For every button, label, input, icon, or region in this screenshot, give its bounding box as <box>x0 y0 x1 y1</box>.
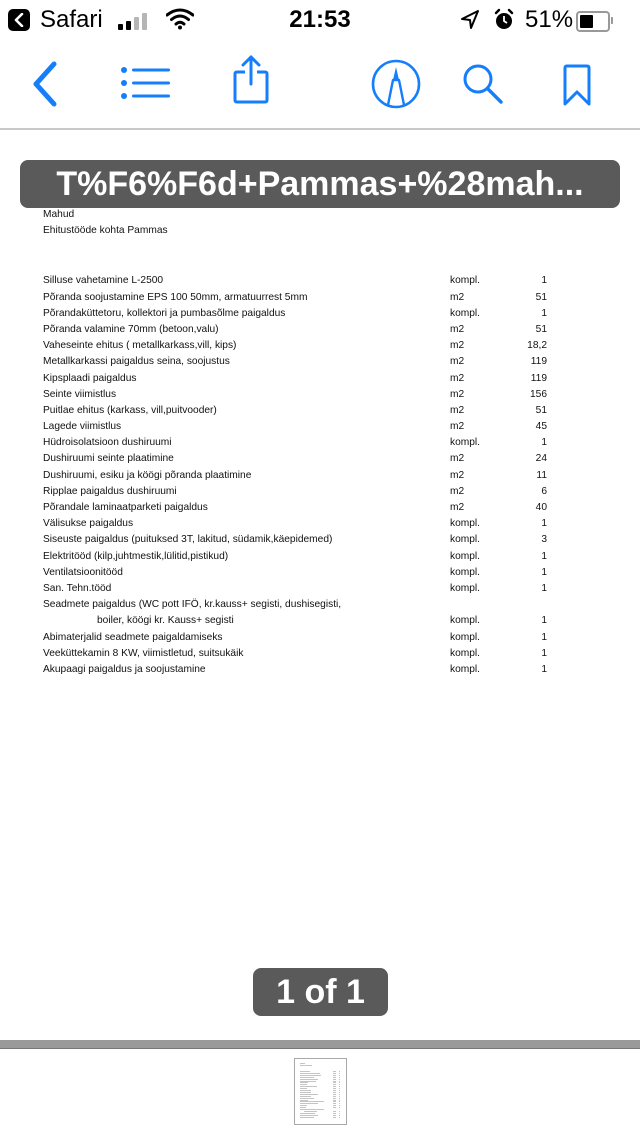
row-unit: m2 <box>450 323 465 335</box>
table-row <box>43 387 603 403</box>
table-row <box>43 435 603 451</box>
quantities-table <box>43 273 603 678</box>
row-unit: m2 <box>450 291 465 303</box>
row-unit: kompl. <box>450 615 481 627</box>
table-row <box>43 565 603 581</box>
row-unit: kompl. <box>450 518 481 530</box>
pdf-page-content <box>43 207 603 678</box>
table-row <box>43 549 603 565</box>
battery-tip <box>611 17 613 24</box>
table-row <box>43 500 603 516</box>
table-row <box>43 419 603 435</box>
row-quantity: 24 <box>535 453 547 465</box>
row-quantity: 6 <box>541 485 547 497</box>
row-description: Akupaagi paigaldus ja soojustamine <box>43 663 206 675</box>
row-description: Ripplae paigaldus dushiruumi <box>43 485 177 497</box>
table-row <box>43 581 603 597</box>
table-row <box>43 371 603 387</box>
row-unit: m2 <box>450 502 465 513</box>
table-row <box>43 403 603 419</box>
row-unit: kompl. <box>450 631 481 643</box>
row-unit: m2 <box>450 340 465 352</box>
row-unit: m2 <box>450 485 465 497</box>
thumbnail-strip <box>0 1049 640 1136</box>
row-description: Puitlae ehitus (karkass, vill,puitvooder) <box>43 404 217 416</box>
row-description: boiler, köögi kr. Kauss+ segisti <box>97 615 234 627</box>
table-row <box>43 468 603 484</box>
document-subheading: Ehitustööde kohta Pammas <box>43 225 168 237</box>
row-unit: kompl. <box>450 647 481 659</box>
table-row <box>43 516 603 532</box>
row-quantity: 1 <box>541 647 547 659</box>
row-quantity: 1 <box>541 582 547 594</box>
back-chevron-icon[interactable] <box>30 60 60 108</box>
row-quantity: 18,2 <box>527 340 547 352</box>
battery-level-fill <box>580 15 593 28</box>
row-quantity: 119 <box>530 356 547 368</box>
row-quantity: 1 <box>541 615 547 627</box>
row-quantity: 1 <box>541 663 547 675</box>
battery-percentage: 51% <box>525 6 574 33</box>
table-row <box>43 484 603 500</box>
location-arrow-icon <box>460 9 480 31</box>
row-unit: kompl. <box>450 275 481 287</box>
row-description: Põrandale laminaatparketi paigaldus <box>43 502 208 513</box>
row-unit: kompl. <box>450 582 481 594</box>
row-unit: m2 <box>450 469 465 481</box>
status-bar <box>0 0 640 42</box>
row-quantity: 11 <box>536 469 547 481</box>
row-quantity: 1 <box>541 275 547 287</box>
thumbnail-strip-divider <box>0 1040 640 1049</box>
row-quantity: 40 <box>535 502 547 513</box>
alarm-clock-icon <box>493 8 515 32</box>
row-description: San. Tehn.tööd <box>43 582 112 594</box>
page-thumbnail[interactable] <box>294 1058 347 1125</box>
row-quantity: 3 <box>541 534 547 546</box>
table-row <box>43 597 603 613</box>
row-unit: kompl. <box>450 663 481 675</box>
battery-icon <box>576 11 610 32</box>
row-description: Lagede viimistlus <box>43 421 122 433</box>
row-unit: m2 <box>450 388 465 400</box>
table-row <box>43 354 603 370</box>
table-row <box>43 613 603 629</box>
clock: 21:53 <box>289 6 351 33</box>
row-unit: m2 <box>450 356 465 368</box>
row-quantity: 51 <box>535 291 547 303</box>
row-description: Vaheseinte ehitus ( metallkarkass,vill, kips) <box>43 340 237 352</box>
row-description: Abimaterjalid seadmete paigaldamiseks <box>43 631 223 643</box>
table-row <box>43 532 603 548</box>
row-description: Dushiruumi, esiku ja köögi põranda plaatimine <box>43 469 252 481</box>
row-description: Elektritööd (kilp,juhtmestik,lülitid,pistikud) <box>43 550 229 562</box>
row-description: Veeküttekamin 8 KW, viimistletud, suitsukäik <box>43 647 244 659</box>
row-description: Ventilatsioonitööd <box>43 566 123 578</box>
row-description: Põranda soojustamine EPS 100 50mm, armatuurrest 5mm <box>43 291 308 303</box>
row-description: Seinte viimistlus <box>43 388 117 400</box>
row-description: Põrandaküttetoru, kollektori ja pumbasõlme paigaldus <box>43 307 286 319</box>
row-quantity: 1 <box>541 631 547 643</box>
row-unit: kompl. <box>450 534 481 546</box>
row-description: Metallkarkassi paigaldus seina, soojustus <box>43 356 230 368</box>
row-unit: kompl. <box>450 566 481 578</box>
row-quantity: 1 <box>541 307 547 319</box>
table-row <box>43 630 603 646</box>
row-quantity: 156 <box>530 388 547 400</box>
table-row <box>43 662 603 678</box>
row-description: Hüdroisolatsioon dushiruumi <box>43 437 172 449</box>
row-description: Välisukse paigaldus <box>43 518 134 530</box>
table-row <box>43 338 603 354</box>
row-quantity: 1 <box>541 550 547 562</box>
row-quantity: 51 <box>535 323 547 335</box>
page-indicator: 1 of 1 <box>253 968 388 1016</box>
row-quantity: 45 <box>535 421 547 433</box>
back-app-label: Safari <box>40 6 103 33</box>
document-heading: Mahud <box>43 209 75 220</box>
row-quantity: 1 <box>541 566 547 578</box>
row-unit: kompl. <box>450 307 481 319</box>
row-quantity: 1 <box>541 437 547 449</box>
pdf-toolbar <box>0 42 640 130</box>
search-icon[interactable] <box>461 62 505 106</box>
table-row <box>43 322 603 338</box>
markup-icon[interactable] <box>371 58 421 110</box>
table-row <box>43 290 603 306</box>
table-row <box>43 306 603 322</box>
row-unit: m2 <box>450 453 465 465</box>
row-description: Siseuste paigaldus (puituksed 3T, lakitud, südamik,käepidemed) <box>43 534 333 546</box>
row-unit: kompl. <box>450 437 481 449</box>
row-quantity: 51 <box>535 404 547 416</box>
share-icon[interactable] <box>230 54 272 106</box>
row-unit: m2 <box>450 372 465 384</box>
row-quantity: 1 <box>541 518 547 530</box>
table-row <box>43 273 603 289</box>
row-description: Silluse vahetamine L-2500 <box>43 275 164 287</box>
row-unit: kompl. <box>450 550 481 562</box>
row-quantity: 119 <box>530 372 547 384</box>
table-row <box>43 646 603 662</box>
row-description: Seadmete paigaldus (WC pott IFÖ, kr.kauss+ segisti, dushisegisti, <box>43 599 342 611</box>
row-unit: m2 <box>450 404 465 416</box>
row-description: Dushiruumi seinte plaatimine <box>43 453 174 465</box>
table-row <box>43 451 603 467</box>
list-icon[interactable] <box>120 66 172 100</box>
row-description: Kipsplaadi paigaldus <box>43 372 137 384</box>
document-title: T%F6%F6d+Pammas+%28mah... <box>20 160 620 208</box>
bookmark-icon[interactable] <box>561 64 593 108</box>
row-unit: m2 <box>450 421 465 433</box>
row-description: Põranda valamine 70mm (betoon,valu) <box>43 323 219 335</box>
